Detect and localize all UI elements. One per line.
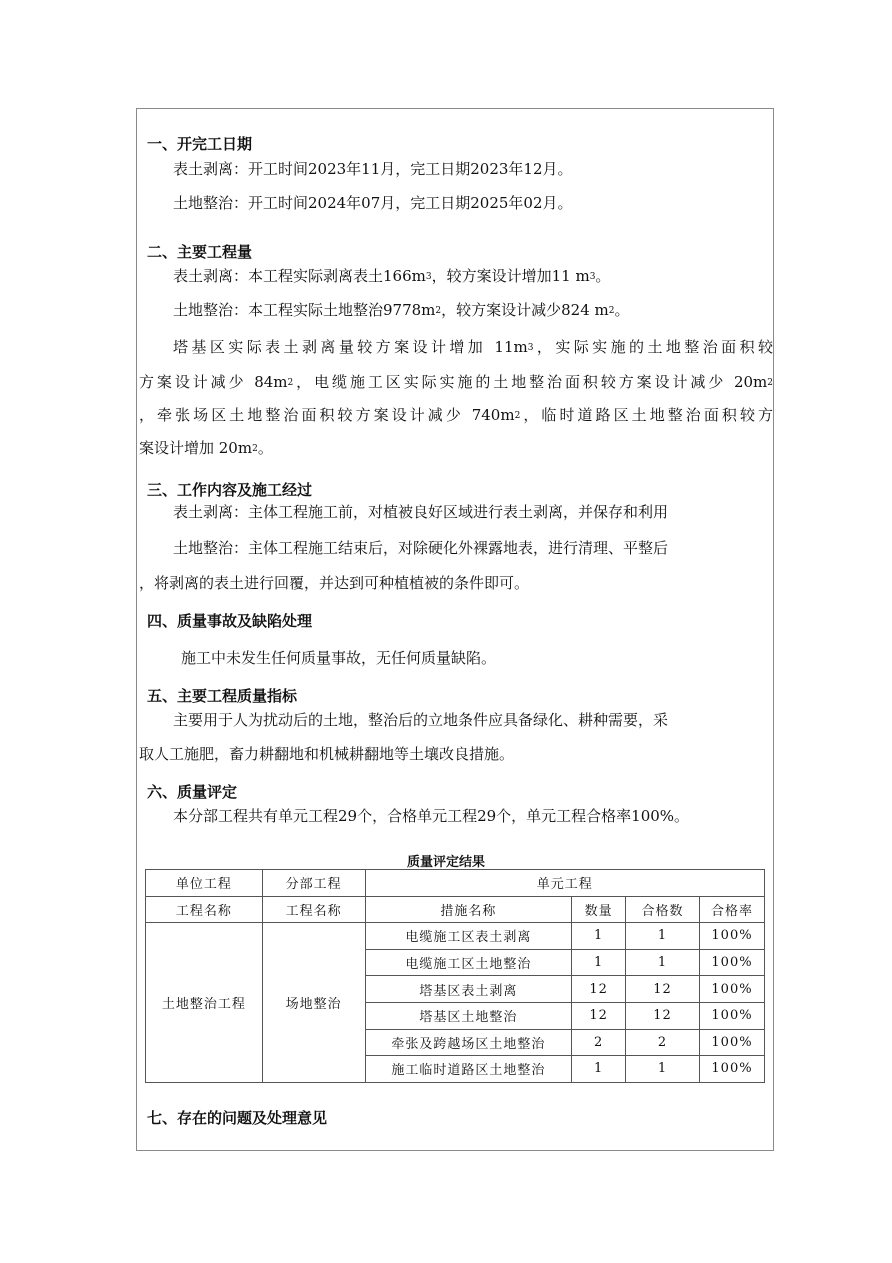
table-caption: 质量评定结果 bbox=[407, 855, 486, 870]
section-4-heading: 四、质量事故及缺陷处理 bbox=[147, 612, 313, 630]
s4-line-1: 施工中未发生任何质量事故，无任何质量缺陷。 bbox=[181, 649, 497, 667]
count-cell: 2 bbox=[572, 1029, 626, 1056]
header-pass-rate: 合格率 bbox=[700, 896, 765, 923]
header-count: 数量 bbox=[572, 896, 626, 923]
table-row bbox=[146, 923, 765, 950]
section-6-heading: 六、质量评定 bbox=[147, 783, 238, 801]
s3-line-1: 表土剥离：主体工程施工前，对植被良好区域进行表土剥离，并保存和利用 bbox=[173, 503, 669, 521]
pass-cell: 2 bbox=[626, 1029, 700, 1056]
header-unit-name: 工程名称 bbox=[146, 896, 263, 923]
rate-cell: 100% bbox=[700, 1056, 765, 1083]
measure-name-cell: 塔基区土地整治 bbox=[365, 1002, 572, 1029]
s1-line-2: 土地整治：开工时间2024年07月，完工日期2025年02月。 bbox=[173, 194, 573, 212]
section-5-heading: 五、主要工程质量指标 bbox=[147, 687, 298, 705]
s1-line-1: 表土剥离：开工时间2023年11月，完工日期2023年12月。 bbox=[173, 160, 573, 178]
s2-para-line-4: 案设计增加 $20m^2$。 bbox=[139, 439, 273, 457]
measure-name-cell: 电缆施工区土地整治 bbox=[365, 949, 572, 976]
quality-table bbox=[145, 869, 765, 1083]
unit-name-cell: 土地整治工程 bbox=[146, 923, 263, 1083]
count-cell: 1 bbox=[572, 949, 626, 976]
s2-line-1: 表土剥离：本工程实际剥离表土$166m^3$，较方案设计增加11 $m^3$。 bbox=[173, 267, 611, 285]
pass-cell: 12 bbox=[626, 976, 700, 1003]
rate-cell: 100% bbox=[700, 976, 765, 1003]
header-sub-name: 工程名称 bbox=[262, 896, 365, 923]
s2-line-2: 土地整治：本工程实际土地整治$9778m^2$，较方案设计减少824 $m^2$。 bbox=[173, 301, 630, 319]
pass-cell: 1 bbox=[626, 949, 700, 976]
section-7-heading: 七、存在的问题及处理意见 bbox=[147, 1109, 328, 1127]
s6-line-1: 本分部工程共有单元工程29个，合格单元工程29个，单元工程合格率100%。 bbox=[173, 807, 690, 825]
count-cell: 1 bbox=[572, 923, 626, 950]
table-header-row-1 bbox=[146, 870, 765, 897]
s5-line-1: 主要用于人为扰动后的土地，整治后的立地条件应具备绿化、耕种需要，采 bbox=[173, 711, 669, 729]
pass-cell: 1 bbox=[626, 1056, 700, 1083]
rate-cell: 100% bbox=[700, 1002, 765, 1029]
rate-cell: 100% bbox=[700, 1029, 765, 1056]
pass-cell: 12 bbox=[626, 1002, 700, 1029]
report-frame bbox=[136, 108, 774, 1151]
count-cell: 12 bbox=[572, 1002, 626, 1029]
header-unit-project: 单位工程 bbox=[146, 870, 263, 897]
count-cell: 12 bbox=[572, 976, 626, 1003]
section-2-heading: 二、主要工程量 bbox=[147, 243, 253, 261]
header-pass-count: 合格数 bbox=[626, 896, 700, 923]
pass-cell: 1 bbox=[626, 923, 700, 950]
section-3-heading: 三、工作内容及施工经过 bbox=[147, 481, 313, 499]
section-1-heading: 一、开完工日期 bbox=[147, 135, 253, 153]
s2-para-line-2: 方案设计减少 $84m^2$，电缆施工区实际实施的土地整治面积较方案设计减少 $20m^2$ bbox=[139, 373, 773, 391]
measure-name-cell: 牵张及跨越场区土地整治 bbox=[365, 1029, 572, 1056]
measure-name-cell: 电缆施工区表土剥离 bbox=[365, 923, 572, 950]
sub-name-cell: 场地整治 bbox=[262, 923, 365, 1083]
s3-line-3: ，将剥离的表土进行回覆，并达到可种植植被的条件即可。 bbox=[139, 574, 530, 592]
s2-para-line-1: 塔基区实际表土剥离量较方案设计增加 $11m^3$，实际实施的土地整治面积较 bbox=[173, 338, 773, 356]
s2-para-line-3: ，牵张场区土地整治面积较方案设计减少 $740m^2$，临时道路区土地整治面积较方 bbox=[139, 406, 773, 424]
rate-cell: 100% bbox=[700, 923, 765, 950]
count-cell: 1 bbox=[572, 1056, 626, 1083]
measure-name-cell: 塔基区表土剥离 bbox=[365, 976, 572, 1003]
rate-cell: 100% bbox=[700, 949, 765, 976]
header-sub-project: 分部工程 bbox=[262, 870, 365, 897]
measure-name-cell: 施工临时道路区土地整治 bbox=[365, 1056, 572, 1083]
header-measure-name: 措施名称 bbox=[365, 896, 572, 923]
header-element-project: 单元工程 bbox=[365, 870, 764, 897]
s3-line-2: 土地整治：主体工程施工结束后，对除硬化外裸露地表，进行清理、平整后 bbox=[173, 539, 669, 557]
table-header-row-2 bbox=[146, 896, 765, 923]
s5-line-2: 取人工施肥，畜力耕翻地和机械耕翻地等土壤改良措施。 bbox=[139, 745, 515, 763]
